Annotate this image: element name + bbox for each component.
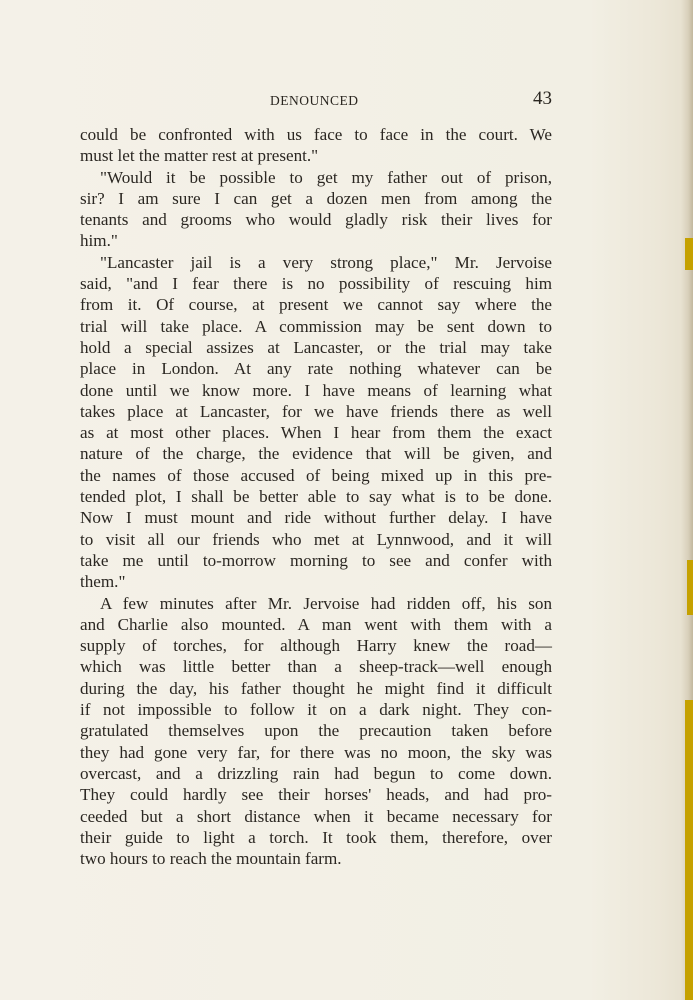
text-line: ceeded but a short distance when it became necessary for <box>80 806 552 826</box>
text-line: They could hardly see their horses' heads, and had pro- <box>80 785 552 805</box>
text-line: as at most other places. When I hear from them the exact <box>80 423 552 443</box>
text-line: during the day, his father thought he might find it difficult <box>80 678 552 698</box>
text-line: must let the matter rest at present." <box>80 146 319 166</box>
text-line: take me until to-morrow morning to see and confer with <box>80 550 552 570</box>
text-line: overcast, and a drizzling rain had begun to come down. <box>80 763 552 783</box>
text-line: him." <box>80 231 118 251</box>
edge-mark <box>687 560 693 615</box>
text-line: they had gone very far, for there was no moon, the sky was <box>80 742 552 762</box>
text-line: gratulated themselves upon the precaution taken before <box>80 721 552 741</box>
text-line: done until we know more. I have means of learning what <box>80 380 552 400</box>
text-line: tended plot, I shall be better able to say what is to be done. <box>80 487 552 507</box>
text-line: supply of torches, for although Harry knew the road— <box>80 636 552 656</box>
text-line: nature of the charge, the evidence that will be given, and <box>80 444 552 464</box>
text-line: place in London. At any rate nothing whatever can be <box>80 359 552 379</box>
text-line: two hours to reach the mountain farm. <box>80 849 342 869</box>
text-line: to visit all our friends who met at Lynnwood, and it will <box>80 529 552 549</box>
page-number: 43 <box>533 88 552 109</box>
edge-mark <box>685 700 693 1000</box>
page-header <box>80 88 552 112</box>
body-text <box>80 124 552 869</box>
text-line: sir? I am sure I can get a dozen men from among the <box>80 188 552 208</box>
text-line: their guide to light a torch. It took them, therefore, over <box>80 827 552 847</box>
text-line: takes place at Lancaster, for we have friends there as well <box>80 401 552 421</box>
text-line: "Would it be possible to get my father out of prison, <box>100 167 552 187</box>
text-line: trial will take place. A commission may be sent down to <box>80 316 552 336</box>
text-line: hold a special assizes at Lancaster, or the trial may take <box>80 337 552 357</box>
text-line: said, "and I fear there is no possibility of rescuing him <box>80 274 552 294</box>
text-line: Now I must mount and ride without further delay. I have <box>80 508 552 528</box>
text-line: "Lancaster jail is a very strong place," Mr. Jervoise <box>100 252 552 272</box>
text-line: them." <box>80 572 126 592</box>
text-line: tenants and grooms who would gladly risk their lives for <box>80 210 552 230</box>
running-head: DENOUNCED <box>270 93 359 108</box>
text-line: from it. Of course, at present we cannot say where the <box>80 295 552 315</box>
edge-mark <box>685 238 693 270</box>
text-line: if not impossible to follow it on a dark night. They con- <box>80 700 552 720</box>
text-line: the names of those accused of being mixed up in this pre- <box>80 465 552 485</box>
text-line: which was little better than a sheep-track—well enough <box>80 657 552 677</box>
text-line: could be confronted with us face to face in the court. We <box>80 125 552 144</box>
text-line: and Charlie also mounted. A man went with them with a <box>80 614 552 634</box>
text-line: A few minutes after Mr. Jervoise had ridden off, his son <box>100 593 552 613</box>
